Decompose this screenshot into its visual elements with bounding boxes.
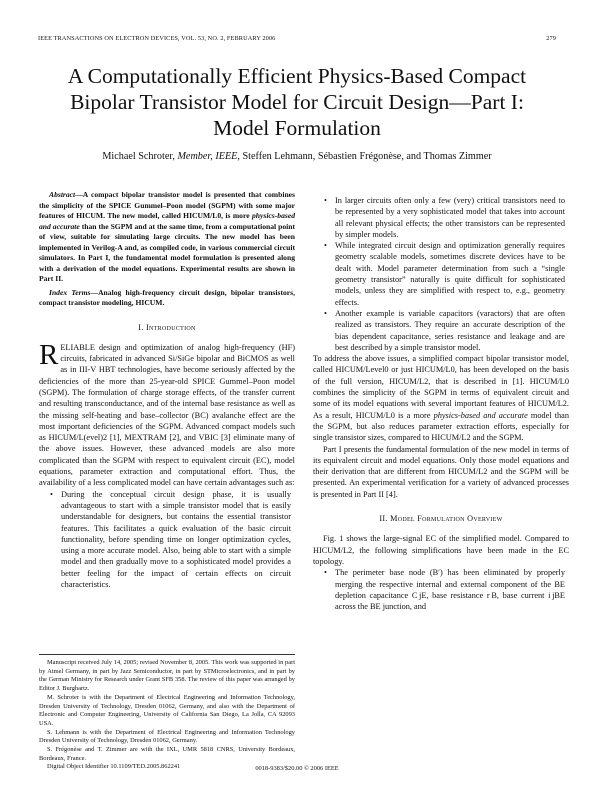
footnotes xyxy=(39,654,295,772)
abstract: Abstract—A compact bipolar transistor model is presented that combines the simplicity of the SPICE Gummel–Poon model (SGPM) with some major features of HICUM. The new model, called HICUM/L0, is more physics-based and accurate than the SGPM and at the same time, from a computational point of view, suitable for simulating large circuits. The new model has been implemented in Verilog-A and, as compiled code, in various commercial circuit simulators. In Part I, the fundamental model formulation is presented along with a derivation of the model equations. Experimental results are shown in Part II. xyxy=(39,190,295,283)
list-item: • During the conceptual circuit design phase, it is usually advantageous to start with a simple transistor model that is easily understandable for designers, but contains the essential transistor features. This facilitates a quick evaluation of the basic circuit functionality, before spending time on longer optimization cycles, using a more accurate model. Also, being able to start with a simple model and then gradually move to a sophisticated model provides a better feeling for the impact of certain effects on circuit characteristics. xyxy=(39,489,295,591)
intro-paragraph-2: To address the above issues, a simplified compact bipolar transistor model, called HICUM/Level0 or just HICUM/L0, has been developed on the basis of the full version, HICUM/L2, that is described in [1]. HICUM/L0 combines the simplicity of the SGPM in terms of equivalent circuit and some of its model equations with several important features of HICUM/L2. As a result, HICUM/L0 is a more physics-based and accurate model than the SGPM, but also reduces parameter extraction efforts, especially for single transistor sizes, compared to HICUM/L2 and the SGPM. xyxy=(313,354,570,443)
footnote-manuscript: Manuscript received July 14, 2005; revised November 8, 2005. This work was supported in part by Atmel Germany, in part by Jazz Semiconductor, in part by STMicroelectronics, and in part by the German Ministry for Research under Grant SFB 358. The review of this paper was arranged by Editor J. Burghartz. xyxy=(39,659,295,693)
left-column xyxy=(39,190,295,590)
right-column xyxy=(313,195,569,612)
section2-paragraph-1: Fig. 1 shows the large-signal EC of the simplified model. Compared to HICUM/L2, the following simplifications have been made in the EC topology. xyxy=(313,534,569,566)
simplifications-list xyxy=(313,567,569,612)
index-terms: Index Terms—Analog high-frequency circuit design, bipolar transistors, compact transistor modeling, HICUM. xyxy=(39,287,296,307)
drop-cap: R xyxy=(39,338,59,371)
advantages-list-continued xyxy=(313,195,569,353)
running-header xyxy=(38,35,556,45)
title-line-3: Model Formulation xyxy=(213,116,381,140)
list-item: • In larger circuits often only a few (very) critical transistors need to be represented by a very sophisticated model that takes into account all relevant physical effects; the other transistors can be represented by simpler models. xyxy=(313,195,569,240)
journal-header: IEEE TRANSACTIONS ON ELECTRON DEVICES, VOL. 53, NO. 2, FEBRUARY 2006 xyxy=(38,35,276,42)
list-item: • The perimeter base node (B′) has been eliminated by properly merging the respective internal and external component of the BE depletion capacitance C jE, base resistance r B, base current i jBE across the BE junction, and xyxy=(313,567,569,612)
intro-paragraph-1: RELIABLE design and optimization of analog high-frequency (HF) circuits, fabricated in advanced Si/SiGe bipolar and BiCMOS as well as in III-V HBT technologies, have become seriously affected by the deficiencies of the more than 25-year-old SPICE Gummel–Poon model (SGPM). The formulation of charge storage effects, of the transfer current and resulting transconductance, and of the internal base resistance as well as the missing self-heating and base–collector (BC) avalanche effect are the most important deficiencies of the SGPM. Advanced compact models such as HICUM/L(evel)2 [1], MEXTRAM [2], and VBIC [3] eliminate many of the above issues. However, these advanced models are also more complicated than the SGPM with respect to equivalent circuit (EC), model equations, parameter extraction and computational effort. Thus, the availability of a less complicated model can have certain advantages such as: xyxy=(39,338,295,488)
author-list xyxy=(20,151,574,162)
author-1: Michael Schroter, xyxy=(102,151,178,162)
title-line-1: A Computationally Efficient Physics-Based Compact xyxy=(67,64,527,88)
list-item: • While integrated circuit design and optimization generally requires geometry scalable models, sometimes discrete devices have to be dealt with. Model parameter determination from such a “single geometry transistor” naturally is quite difficult for sophisticated models, unless they are simplified with respect to, e.g., geometry effects. xyxy=(313,240,569,308)
other-authors: , Steffen Lehmann, Sébastien Frégonèse, and Thomas Zimmer xyxy=(237,151,492,162)
paper-title xyxy=(20,63,574,141)
footnote-affiliation-2: S. Lehmann is with the Department of Electrical Engineering and Information Technology Dresden University of Technology, Dresden 01062, Germany. xyxy=(39,728,295,745)
index-terms-label: Index Terms xyxy=(49,287,91,297)
list-item: • Another example is variable capacitors (varactors) that are often realized as transistors. They require an accurate description of the bias dependent capacitance, series resistance and leakage and are best described by a simple transistor model. xyxy=(313,308,569,353)
intro-paragraph-3: Part I presents the fundamental formulation of the new model in terms of its equivalent circuit and model equations. Only those model equations and their derivation that are different from HICUM/L2 and the SGPM will be presented. An experimental verification for a variety of advanced processes is presented in Part II [4]. xyxy=(313,444,569,499)
author-1-membership: Member, IEEE xyxy=(177,151,238,162)
copyright-footer: 0018-9383/$20.00 © 2006 IEEE xyxy=(255,765,339,772)
abstract-label: Abstract xyxy=(49,190,76,199)
section-heading-introduction: I. Introduction xyxy=(138,322,196,332)
footnote-doi: Digital Object Identifier 10.1109/TED.2005.862241 xyxy=(47,763,181,771)
section-heading-model-formulation: II. Model Formulation Overview xyxy=(379,514,503,524)
footnote-affiliation-3: S. Frégonèse and T. Zimmer are with the IXL, UMR 5818 CNRS, University Bordeaux, Bordeaux, France. xyxy=(39,746,295,762)
title-line-2: Bipolar Transistor Model for Circuit Design—Part I: xyxy=(70,90,524,114)
advantages-list xyxy=(39,489,295,591)
page-number: 279 xyxy=(546,35,556,42)
footnote-affiliation-1: M. Schroter is with the Department of Electrical Engineering and Information Technology, Dresden University of Technology, Dresden 01062, Germany, and also with the Department of Electronic and Computer Engineering, University of California San Diego, La Jolla, CA 92093 USA. xyxy=(39,693,295,727)
